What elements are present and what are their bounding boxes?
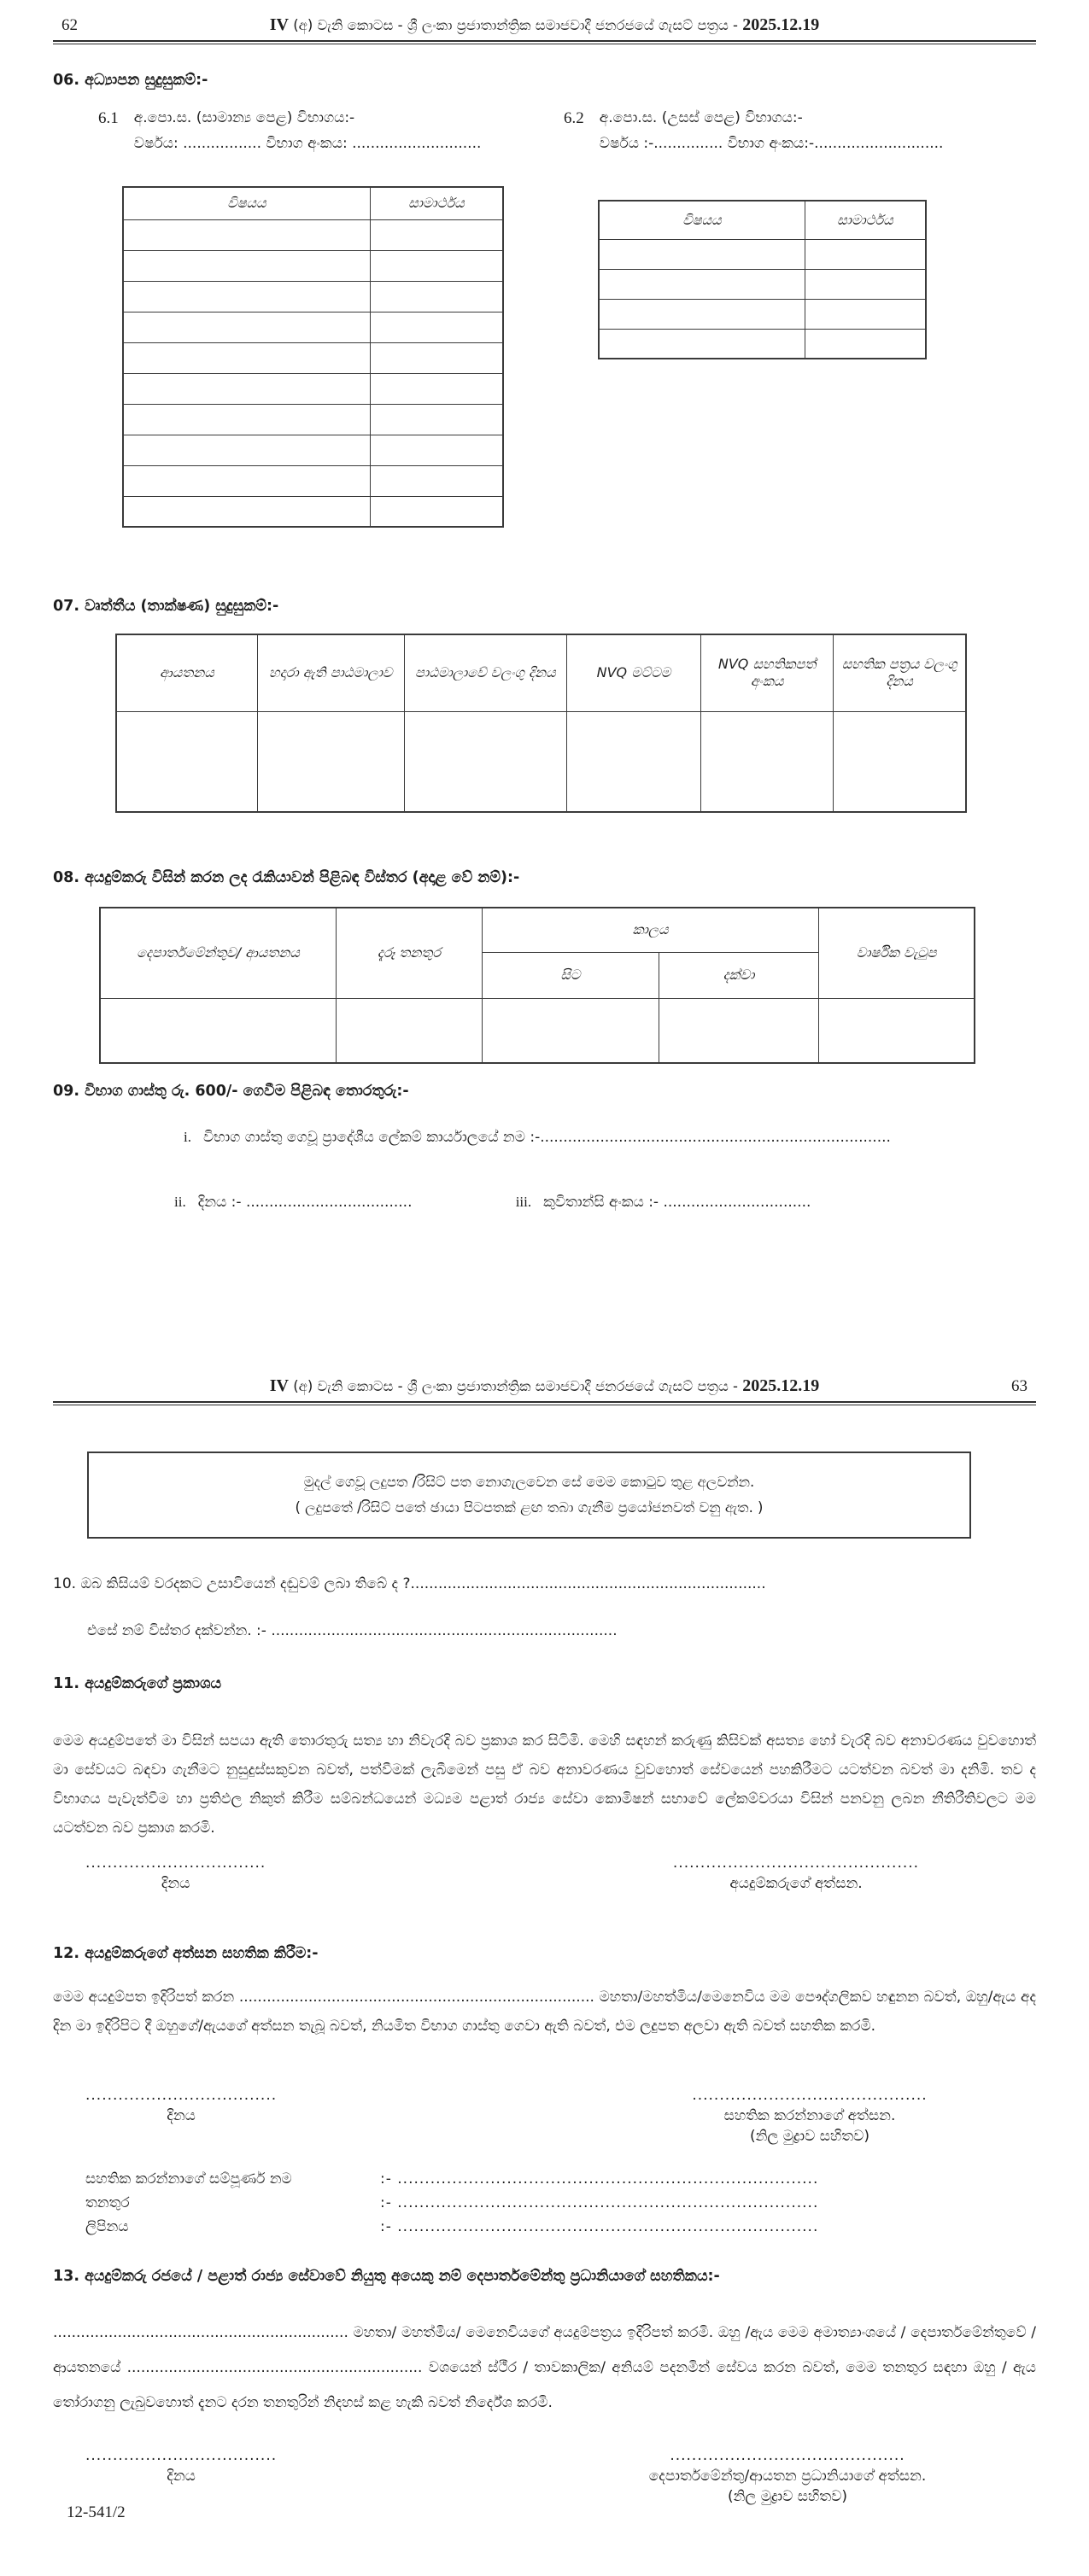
dotted-line: ........................................... xyxy=(692,2087,928,2104)
dotted-line: ............................................. xyxy=(672,1855,920,1872)
table-header-row xyxy=(599,201,926,239)
column-header-subject: විෂයය xyxy=(599,201,805,239)
column-header-position: දැරූ තනතුර xyxy=(336,908,482,998)
table-row xyxy=(123,250,503,281)
subsection-number: 6.2 xyxy=(564,109,584,127)
table-row xyxy=(123,404,503,435)
table-row xyxy=(599,299,926,329)
column-header-subject: විෂයය xyxy=(123,187,370,219)
table-header-row xyxy=(116,634,966,711)
gazette-part-roman: IV xyxy=(269,15,289,34)
section12-certifier-fields xyxy=(53,2167,1036,2239)
table-row xyxy=(123,281,503,312)
receipt-paste-box xyxy=(87,1452,971,1539)
section06-tables xyxy=(53,186,1036,528)
column-header-annual-salary: වාර්ෂික වැටුප xyxy=(819,908,975,998)
column-header-to: දක්වා xyxy=(659,952,818,998)
subsection-number: 6.1 xyxy=(98,109,119,127)
column-header-course-valid-date: පාඨමාලාවේ වලංගු දිනය xyxy=(404,634,566,711)
column-header-from: සිට xyxy=(482,952,659,998)
ol-exam-title: අ.පො.ස. (සාමාන්‍ය පෙළ) විභාගය:- xyxy=(133,109,355,126)
gazette-header-title xyxy=(121,1376,968,1396)
section11-signature-row xyxy=(53,1855,1036,1914)
table-row xyxy=(100,998,975,1063)
item-number: i. xyxy=(184,1129,191,1145)
item-number: iii. xyxy=(515,1194,532,1210)
department-head-signature-block xyxy=(600,2447,975,2505)
section12-signature-row xyxy=(53,2087,1036,2164)
gazette-header-title xyxy=(121,15,968,35)
subsection-6-2 xyxy=(564,109,943,152)
gazette-reference-number: 12-541/2 xyxy=(67,2503,126,2521)
table-row xyxy=(599,329,926,359)
receipt-number-line: කුවිතාන්සි අංකය :- ................................ xyxy=(543,1194,811,1211)
section09-heading: 09. විභාග ගාස්තු රු. 600/- ගෙවීම පිළිබඳ තොරතුරු:- xyxy=(53,1083,409,1100)
table-row xyxy=(123,312,503,342)
department-head-signature-label: දෙපාර්තමේන්තු/ආයතන ප්‍රධානියාගේ අත්සන. xyxy=(648,2468,927,2485)
column-header-period: කාලය xyxy=(482,908,818,952)
header-rule xyxy=(53,40,1036,44)
section06-subsections xyxy=(53,109,1036,152)
dotted-line: ................................... xyxy=(85,2087,278,2104)
column-header-grade: සාමාර්ථය xyxy=(805,201,926,239)
section13-heading: 13. අයදුම්කරු රජයේ / පළාත් රාජ්‍ය සේවාවේ නියුතු අයෙකු නම් දෙපාර්තමේන්තු ප්‍රධානියාගේ සහතිකය:- xyxy=(53,2268,720,2285)
table-row xyxy=(123,496,503,527)
professional-qualifications-table xyxy=(115,634,967,813)
column-header-nvq-certificate-number: NVQ සහතිකපත් අංකය xyxy=(701,634,834,711)
section12-heading: 12. අයදුම්කරුගේ අත්සන සහතික කිරීම:- xyxy=(53,1945,319,1962)
column-header-nvq-level: NVQ මට්ටම xyxy=(566,634,700,711)
fee-date-line: දිනය :- .................................... xyxy=(197,1194,413,1211)
department-head-recommendation-paragraph: ................................................................ මහතා/ මහත්මිය/ මෙනෙවියගේ අයදුම්පත්‍රය ඉදිරිපත් කරමි. ඔහු /ඇය මෙම අමාත්‍යාංශයේ / දෙපාර්තමේන්තුවේ / ආයතනයේ ................................................................ වශයෙන් ස්ථීර / තාවකාලික/ අනියම් පදනමින් සේවය කරන බවත්, මෙම තනතුර සඳහා ඔහු / ඇය තෝරාගනු ලැබුවහොත් දැනට දරන තනතුරින් නිදහස් කළ හැකි බවත් නිර්දේශ කරමි. xyxy=(53,2324,1036,2411)
date-signature-block xyxy=(85,1855,266,1892)
section07-heading: 07. වෘත්තීය (තාක්ෂණ) සුදුසුකම්:- xyxy=(53,598,279,615)
date-label: දිනය xyxy=(167,2468,196,2485)
applicant-signature-block xyxy=(651,1855,941,1892)
official-seal-note: (නිල මුද්‍රාව සහිතව) xyxy=(749,2128,870,2145)
section10-details-line: එසේ නම් විස්තර දක්වන්න. :- ........................................................................... xyxy=(87,1622,618,1639)
certifier-address-label: ලිපිනය xyxy=(85,2218,129,2235)
gazette-part-roman: IV xyxy=(269,1376,289,1395)
item-number: ii. xyxy=(174,1194,186,1210)
certifier-post-value-line: :- ............................................................................. xyxy=(380,2194,819,2211)
paste-box-line1: මුදල් ගෙවූ ලදුපත /රිසිට් පත නොගැලවෙන සේ මෙම කොටුව තුළ අලවන්න. xyxy=(303,1474,755,1490)
section10-question-line: 10. ඔබ කිසියම් වරදකට උසාවියෙන් දඬුවම් ලබා තිබේ ද ?............................................................................. xyxy=(53,1575,766,1592)
certifier-name-value-line: :- ............................................................................. xyxy=(380,2170,819,2188)
al-subjects-table xyxy=(598,200,927,359)
applicant-declaration-paragraph: මෙම අයදුම්පතේ මා විසින් සපයා ඇති තොරතුරු සත්‍ය හා නිවැරදි බව ප්‍රකාශ කර සිටිමි. මෙහි සඳහන් කරුණු කිසිවක් අසත්‍ය හෝ වැරදි බව අනාවරණය වුවහොත් මා සේවයට බඳවා ගැනීමට නුසුදුස්සකුවන බවත්, පත්වීමක් ලැබීමෙන් පසු ඒ බව අනාවරණය වුවහොත් සේවයෙන් පහකිරීමට යටත්වන බවත් මා දනිමි. තව ද විභාගය පැවැත්වීම හා ප්‍රතිඵල නිකුත් කිරීම සම්බන්ධයෙන් මධ්‍යම පළාත් රාජ්‍ය සේවා කොමිෂන් සභාවේ ලේකම්වරයා විසින් පනවනු ලබන නීතිරීතිවලට මම යටත්වන බව ප්‍රකාශ කරමි. xyxy=(53,1732,1036,1837)
column-header-department: දෙපාර්තමේන්තුව/ ආයතනය xyxy=(100,908,336,998)
table-row xyxy=(123,435,503,465)
table-row xyxy=(123,219,503,250)
table-row xyxy=(123,465,503,496)
al-exam-title: අ.පො.ස. (උසස් පෙළ) විභාගය:- xyxy=(599,109,803,126)
gazette-title-text: (අ) වැනි කොටස - ශ්‍රී ලංකා ප්‍රජාතාන්ත්‍රික සමාජවාදී ජනරජයේ ගැසට් පත්‍රය - xyxy=(288,17,743,33)
certifier-signature-block xyxy=(656,2087,963,2145)
header-rule xyxy=(53,1401,1036,1405)
official-seal-note: (නිල මුද්‍රාව සහිතව) xyxy=(727,2488,848,2505)
table-row xyxy=(599,269,926,299)
section09-items-ii-iii xyxy=(53,1194,1036,1211)
certifier-name-field xyxy=(85,2167,1036,2191)
signature-attestation-paragraph: මෙම අයදුම්පත ඉදිරිපත් කරන ............................................................................. මහතා/මහත්මිය/මෙනෙවිය මම පෞද්ගලිකව හඳුනන බවත්, ඔහු/ඇය අද දින මා ඉදිරිපිට දී ඔහුගේ/ඇයගේ අත්සන තැබූ බවත්, නියමිත විභාග ගාස්තු ගෙවා ඇති බවත්, එම ලදුපත අලවා ඇති බවත් සහතික කරමි. xyxy=(53,1989,1036,2035)
gazette-date: 2025.12.19 xyxy=(742,1376,820,1395)
column-header-grade: සාමාර්ථය xyxy=(370,187,503,219)
date-signature-block xyxy=(85,2087,277,2124)
table-row xyxy=(599,239,926,269)
paste-box-line2: ( ලදුපතේ /රිසිට් පතේ ඡායා පිටපතක් ළඟ තබා ගැනීම ප්‍රයෝජනවත් වනු ඇත. ) xyxy=(295,1499,764,1516)
date-label: දිනය xyxy=(161,1875,190,1892)
certifier-name-label: සහතික කරන්නාගේ සම්පූර්ණ නම xyxy=(85,2170,292,2188)
date-signature-block xyxy=(85,2447,277,2485)
employment-history-table xyxy=(99,907,975,1064)
date-label: දිනය xyxy=(167,2107,196,2124)
page2-header xyxy=(53,1376,1036,1405)
applicant-signature-label: අයදුම්කරුගේ අත්සන. xyxy=(729,1875,863,1892)
certifier-address-field xyxy=(85,2215,1036,2239)
table-row xyxy=(116,711,966,812)
certifier-post-field xyxy=(85,2191,1036,2215)
dotted-line: ................................. xyxy=(85,1855,266,1872)
table-header-row xyxy=(100,908,975,952)
certifier-signature-label: සහතික කරන්නාගේ අත්සන. xyxy=(723,2107,896,2124)
al-exam-year-index-line: වර්ෂය :-............... විභාග අංකය:-............................ xyxy=(599,135,944,152)
subsection-6-1 xyxy=(98,109,518,152)
ol-exam-year-index-line: වර්ෂය: ................. විභාග අංකය: ............................ xyxy=(133,135,482,152)
gazette-title-text: (අ) වැනි කොටස - ශ්‍රී ලංකා ප්‍රජාතාන්ත්‍රික සමාජවාදී ජනරජයේ ගැසට් පත්‍රය - xyxy=(288,1378,743,1394)
dotted-line: ........................................... xyxy=(670,2447,905,2464)
page1-header xyxy=(53,15,1036,44)
page-number: 63 xyxy=(1011,1377,1028,1395)
gazette-date: 2025.12.19 xyxy=(742,15,820,34)
column-header-certificate-valid-date: සහතික පත්‍රය වලංගු දිනය xyxy=(834,634,966,711)
section08-heading: 08. අයදුම්කරු විසින් කරන ලද රැකියාවන් පිළිබඳ විස්තර (අදාළ වේ නම්):- xyxy=(53,869,520,886)
certifier-address-value-line: :- ............................................................................. xyxy=(380,2218,819,2235)
page-number: 62 xyxy=(61,16,78,34)
dotted-line: ................................... xyxy=(85,2447,278,2464)
section11-heading: 11. අයදුම්කරුගේ ප්‍රකාශය xyxy=(53,1675,222,1692)
section09-item-i xyxy=(53,1129,1036,1146)
table-row xyxy=(123,342,503,373)
table-row xyxy=(123,373,503,404)
section06-heading: 06. අධ්‍යාපන සුදුසුකම්:- xyxy=(53,72,208,89)
table-header-row xyxy=(123,187,503,219)
column-header-institution: ආයතනය xyxy=(116,634,257,711)
column-header-course: හදාරා ඇති පාඨමාලාව xyxy=(257,634,404,711)
ol-subjects-table xyxy=(122,186,504,528)
certifier-post-label: තනතුර xyxy=(85,2194,130,2211)
exam-fee-office-line: විභාග ගාස්තු ගෙවූ ප්‍රාදේශීය ලේකම් කාර්යාලයේ නම :-............................................................................ xyxy=(202,1129,891,1146)
